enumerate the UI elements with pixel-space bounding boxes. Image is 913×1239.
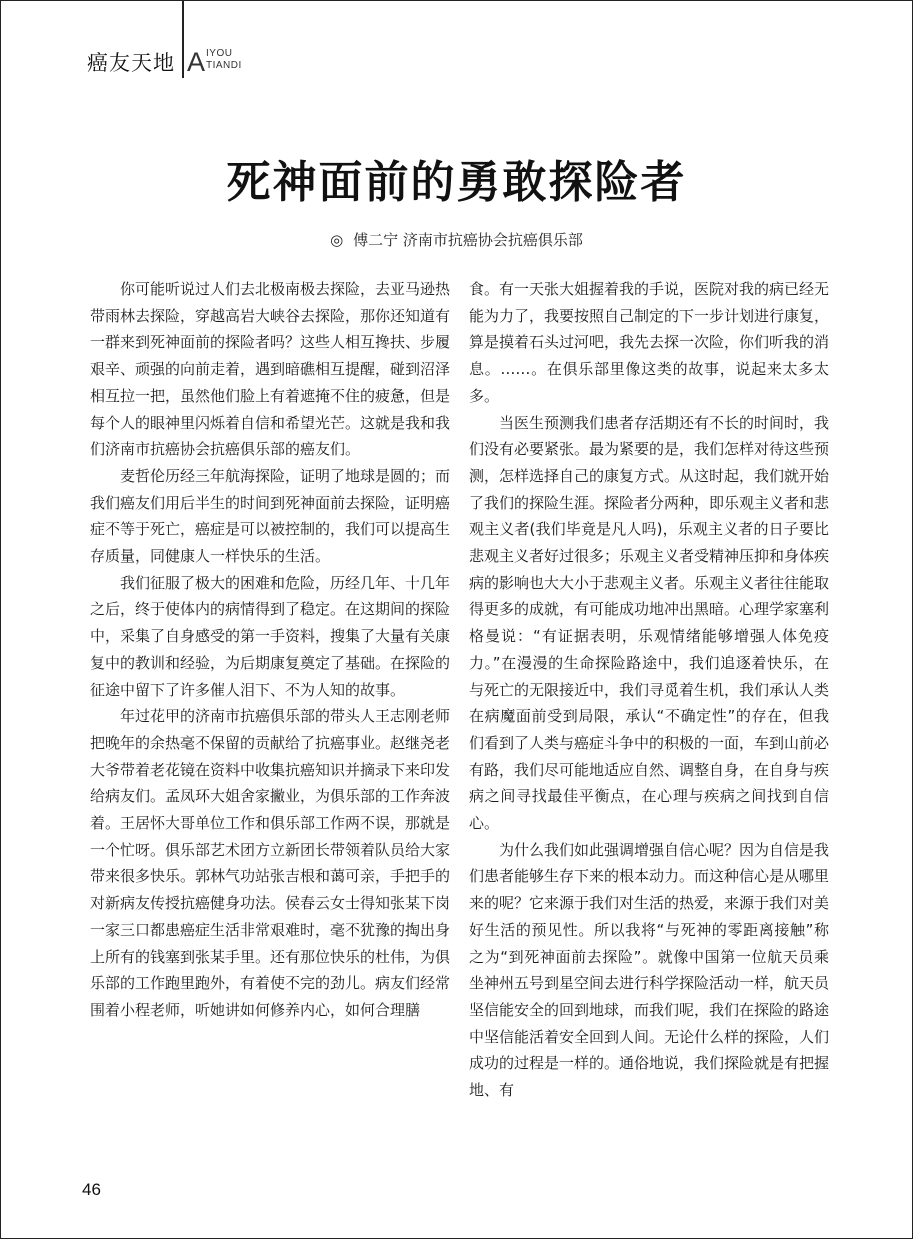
paragraph: 当医生预测我们患者存活期还有不长的时间时，我们没有必要紧张。最为紧要的是，我们怎样对待这些预测，怎样选择自己的康复方式。从这时起，我们就开始了我们的探险生涯。探险者分两种，即乐观主义者和悲观主义者(我们毕竟是凡人吗)，乐观主义者的日子要比悲观主义者好过很多；乐观主义者受精神压抑和身体疾病的影响也大大小于悲观主义者。乐观主义者往往能取得更多的成就，有可能成功地冲出黑暗。心理学家塞利格曼说：“有证据表明，乐观情绪能够增强人体免疫力。”在漫漫的生命探险路途中，我们追逐着快乐，在与死亡的无限接近中，我们寻觅着生机，我们承认人类在病魔面前受到局限，承认“不确定性”的存在，但我们看到了人类与癌症斗争中的积极的一面，车到山前必有路，我们尽可能地适应自然、调整自身，在自身与疾病之间寻找最佳平衡点，在心理与疾病之间找到自信心。 bbox=[469, 413, 830, 833]
page-header bbox=[0, 0, 300, 80]
right-column bbox=[469, 276, 829, 1104]
paragraph: 我们征服了极大的困难和危险，历经几年、十几年之后，终于使体内的病情得到了稳定。在这期间的探险中，采集了自身感受的第一手资料，搜集了大量有关康复中的教训和经验，为后期康复奠定了基础。在探险的征途中留下了许多催人泪下、不为人知的故事。 bbox=[90, 573, 451, 699]
section-latin-line2: TIANDI bbox=[206, 60, 242, 71]
paragraph: 麦哲伦历经三年航海探险，证明了地球是圆的；而我们癌友们用后半生的时间到死神面前去探险，证明癌症不等于死亡，癌症是可以被控制的，我们可以提高生存质量，同健康人一样快乐的生活。 bbox=[90, 466, 451, 566]
left-column bbox=[90, 276, 450, 1024]
page-number: 46 bbox=[82, 1180, 101, 1199]
section-latin-text bbox=[206, 48, 242, 72]
paragraph: 年过花甲的济南市抗癌俱乐部的带头人王志刚老师把晚年的余热毫不保留的贡献给了抗癌事业。赵继尧老大爷带着老花镜在资料中收集抗癌知识并摘录下来印发给病友们。孟凤环大姐舍家撇业，为俱乐部的工作奔波着。王居怀大哥单位工作和俱乐部工作两不误，那就是一个忙呀。俱乐部艺术团方立新团长带领着队员给大家带来很多快乐。郭林气功站张吉根和蔼可亲，手把手的对新病友传授抗癌健身功法。侯春云女士得知张某下岗一家三口都患癌症生活非常艰难时，毫不犹豫的掏出身上所有的钱塞到张某手里。还有那位快乐的杜伟，为俱乐部的工作跑里跑外，有着使不完的劲儿。病友们经常围着小程老师，听她讲如何修养内心，如何合理膳 bbox=[90, 707, 451, 1019]
article-title: 死神面前的勇敢探险者 bbox=[226, 157, 687, 208]
paragraph: 你可能听说过人们去北极南极去探险，去亚马逊热带雨林去探险，穿越高岩大峡谷去探险，那你还知道有一群来到死神面前的探险者吗？这些人相互搀扶、步履艰辛、顽强的向前走着，遇到暗礁相互提醒，碰到沼泽相互拉一把，虽然他们脸上有着遮掩不住的疲惫，但是每个人的眼神里闪烁着自信和希望光芒。这就是我和我们济南市抗癌协会抗癌俱乐部的癌友们。 bbox=[90, 280, 451, 459]
article-byline bbox=[0, 229, 913, 250]
paragraph: 为什么我们如此强调增强自信心呢？因为自信是我们患者能够生存下来的根本动力。而这种信心是从哪里来的呢？它来源于我们对生活的热爱，来源于我们对美好生活的预见性。所以我将“与死神的零距离接触”称之为“到死神面前去探险”。就像中国第一位航天员乘坐神州五号到星空间去进行科学探险活动一样，航天员坚信能安全的回到地球，而我们呢，我们在探险的路途中坚信能活着安全回到人间。无论什么样的探险，人们成功的过程是一样的。通俗地说，我们探险就是有把握地、有 bbox=[469, 840, 830, 1100]
section-title: 癌友天地 bbox=[87, 51, 175, 75]
paragraph-continued: 食。有一天张大姐握着我的手说，医院对我的病已经无能为力了，我要按照自己制定的下一步计划进行康复，算是摸着石头过河吧，我先去探一次险，你们听我的消息。……。在俱乐部里像这类的故事，说起来太多太多。 bbox=[469, 280, 830, 405]
section-latin-line1: IYOU bbox=[206, 48, 233, 59]
article-author: 傅二宁 济南市抗癌协会抗癌俱乐部 bbox=[353, 231, 583, 249]
header-divider bbox=[182, 0, 184, 78]
byline-mark-icon: ◎ bbox=[330, 231, 344, 249]
section-latin-initial: A bbox=[187, 47, 206, 77]
